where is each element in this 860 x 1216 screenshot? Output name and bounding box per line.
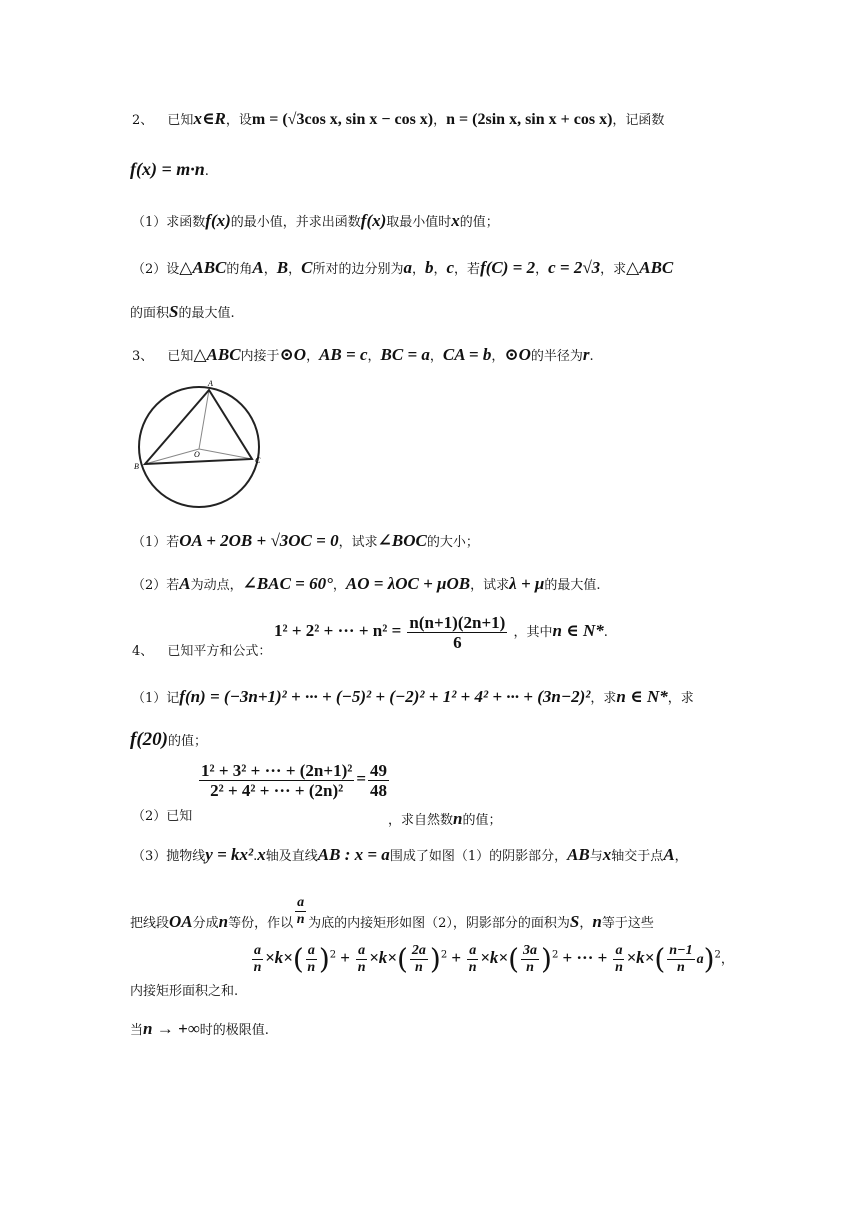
label-b: B <box>134 462 139 471</box>
q4-part1-cont: f(20)的值； <box>130 729 207 750</box>
q2-line1: 2、 已知x∈R，设m = (√3cos x, sin x − cos x)，n = (2sin x, sin x + cos x)，记函数 <box>132 109 665 128</box>
q4-line1-label: 4、 已知平方和公式： <box>132 644 272 659</box>
q2-part2: （2）设△ABC的角A，B，C所对的边分别为a，b，c，若f(C) = 2，c = 2√3，求△ABC <box>132 258 674 277</box>
q2-m-vector: m = (√3cos x, sin x − cos x) <box>251 111 434 128</box>
q2-line2: f(x) = m·n. <box>130 159 209 179</box>
q4-part2-tail: ，求自然数n的值； <box>388 809 502 828</box>
label-o: O <box>194 450 200 459</box>
q4-part1: （1）记f(n) = (−3n+1)² + ··· + (−5)² + (−2)² + 1² + 4² + ··· + (3n−2)²，求n ∈ N*，求 <box>132 687 694 706</box>
q3-vector-equation: OA + 2OB + √3OC = 0 <box>179 531 339 550</box>
q4-fn-definition: f(n) = (−3n+1)² + ··· + (−5)² + (−2)² + 1² + 4² + ··· + (3n−2)² <box>179 687 591 706</box>
q3-part2: （2）若A为动点，∠BAC = 60°，AO = λOC + μOB，试求λ + μ的最大值. <box>132 574 601 593</box>
q4-part3: （3）抛物线y = kx².x轴及直线AB : x = a围成了如图（1）的阴影部分，AB与x轴交于点A， <box>132 845 688 864</box>
q4-riemann-sum: $\frac{a}{n}$ ×k×( $\frac{a}{n}$ )$^2$ + $\frac{a}{n}$ ×k×( $\frac{2a}{n}$ )$^2$ + $\frac{a}{n}$ ×k×( $\frac{3a}{n}$ )$^2$ + ··· + $\frac{a}{n}$ ×k×( $\frac{n-1}{n}$ a)$^2$， <box>253 942 734 976</box>
label-a: A <box>208 379 213 388</box>
q2-f-definition: f(x) = m·n <box>130 159 205 179</box>
q4-sum-formula: 1² + 2² + ··· + n² = $\frac{n(n+1)(2n+1)}{6}$ ，其中n ∈ N*. <box>274 613 608 652</box>
q4-ratio-equation: $\frac{\text{1² + 3² + ··· + (2n+1)²}}{\text{2² + 4² + ··· + (2n)²}}$ = $\frac{49}{48}$ <box>201 761 388 800</box>
q2-n-vector: n = (2sin x, sin x + cos x) <box>446 111 613 128</box>
q4-part3-line4: 当n → +∞时的极限值. <box>130 1019 269 1038</box>
q3-number: 3、 <box>132 349 154 364</box>
label-c: C <box>255 456 261 465</box>
q2-x-in-r: x∈R <box>193 109 226 128</box>
radius-oc <box>199 449 252 459</box>
q4-part3-line2: 把线段OA分成n等份，作以 $\frac{a}{n}$ 为底的内接矩形如图（2），阴影部分的面积为S，n等于这些 <box>130 895 654 931</box>
q4-part3-line3: 内接矩形面积之和. <box>130 984 239 999</box>
q4-number: 4、 <box>132 644 154 659</box>
q3-circle-figure <box>132 376 266 512</box>
q2-number: 2、 <box>132 113 154 128</box>
q4-part2-label: （2）已知 <box>132 809 193 824</box>
q3-line1: 3、 已知△ABC内接于⊙O，AB = c，BC = a，CA = b，⊙O的半径为r. <box>132 345 594 364</box>
q2-part2-cont: 的面积S的最大值. <box>130 302 235 321</box>
q2-part1: （1）求函数f(x)的最小值，并求出函数f(x)取最小值时x的值； <box>132 211 499 230</box>
q3-part1: （1）若OA + 2OB + √3OC = 0，试求∠BOC的大小； <box>132 531 479 550</box>
